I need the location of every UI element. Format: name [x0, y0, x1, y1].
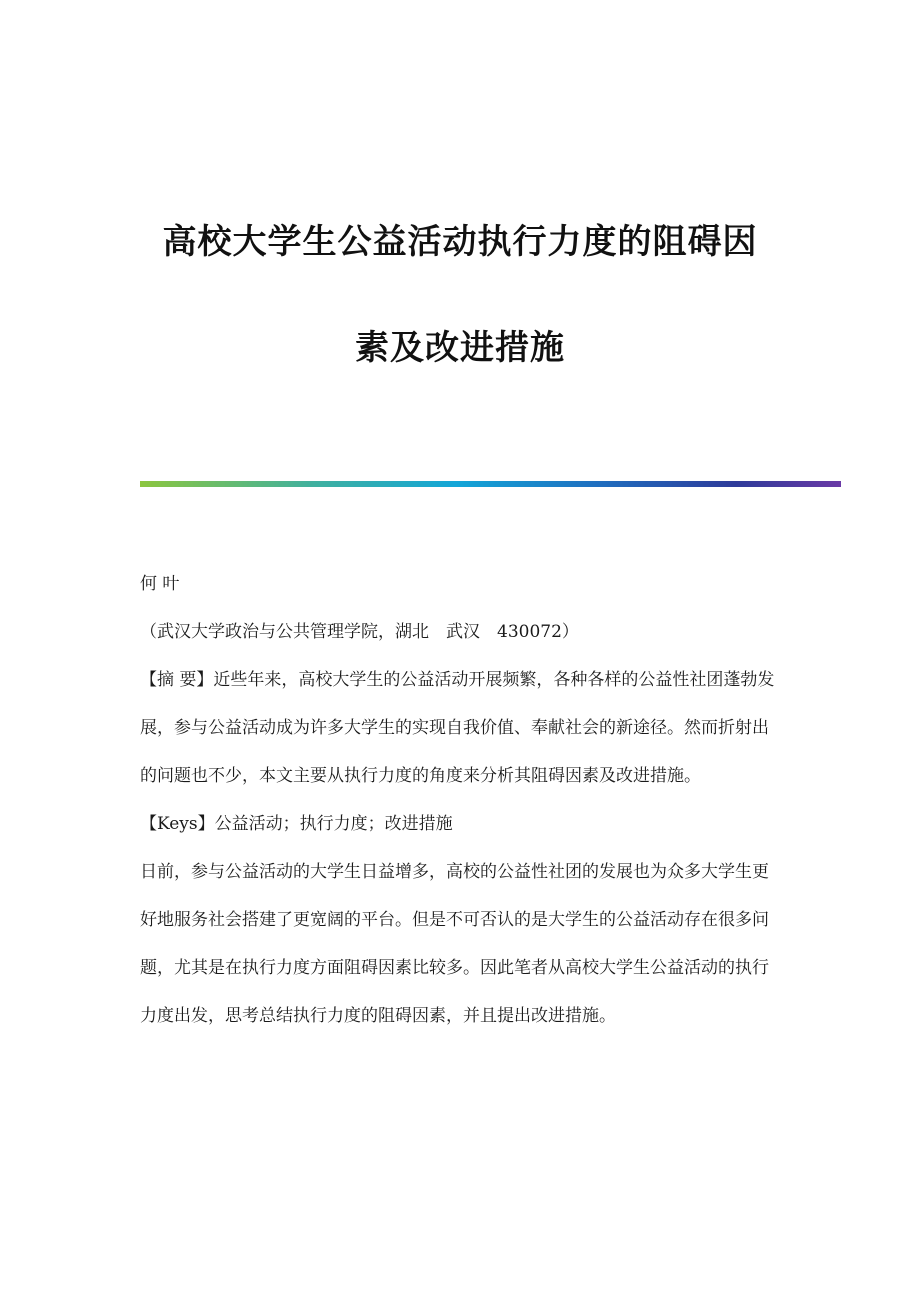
abstract-text: 近些年来，高校大学生的公益活动开展频繁，各种各样的公益性社团蓬勃发展，参与公益活动成为许多大学生的实现自我价值、奉献社会的新途径。然而折射出的问题也不少，本文主要从执行力度的角度来分析其阻碍因素及改进措施。: [140, 670, 775, 786]
gradient-divider: [140, 481, 841, 487]
document-title: [0, 212, 920, 378]
title-line-2: 素及改进措施: [355, 328, 565, 368]
body-paragraph: 日前，参与公益活动的大学生日益增多，高校的公益性社团的发展也为众多大学生更好地服务社会搭建了更宽阔的平台。但是不可否认的是大学生的公益活动存在很多问题，尤其是在执行力度方面阻碍因素比较多。因此笔者从高校大学生公益活动的执行力度出发，思考总结执行力度的阻碍因素，并且提出改进措施。: [140, 862, 769, 1026]
keywords-text: 公益活动；执行力度；改进措施: [214, 814, 453, 834]
author-name: 何 叶: [140, 574, 180, 594]
abstract: [140, 656, 780, 800]
keywords: [140, 800, 780, 848]
title-line-1: 高校大学生公益活动执行力度的阻碍因: [162, 222, 758, 262]
author-affiliation: （武汉大学政治与公共管理学院，湖北 武汉 430072）: [140, 622, 579, 642]
abstract-label: 【摘 要】: [140, 670, 214, 690]
keywords-label: 【Keys】: [140, 814, 215, 834]
document-body: [140, 560, 780, 1040]
